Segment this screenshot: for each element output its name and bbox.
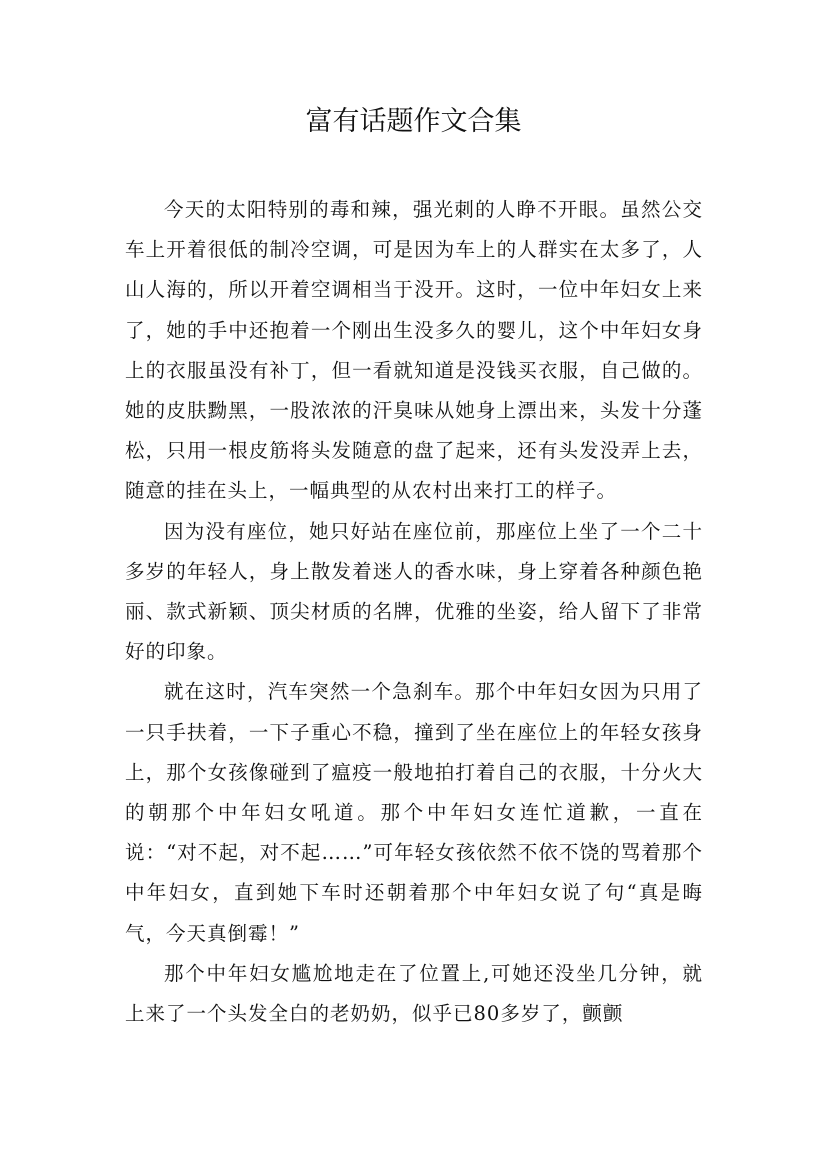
paragraph-1: 今天的太阳特别的毒和辣，强光刺的人睁不开眼。虽然公交车上开着很低的制冷空调，可是因为车上的人群实在太多了，人山人海的，所以开着空调相当于没开。这时，一位中年妇女上来了，她的手中还抱着一个刚出生没多久的婴儿，这个中年妇女身上的衣服虽没有补丁，但一看就知道是没钱买衣服，自己做的。她的皮肤黝黑，一股浓浓的汗臭味从她身上漂出来，头发十分蓬松，只用一根皮筋将头发随意的盘了起来，还有头发没弄上去，随意的挂在头上，一幅典型的从农村出来打工的样子。 [125,198,703,503]
paragraph-3: 就在这时，汽车突然一个急刹车。那个中年妇女因为只用了一只手扶着，一下子重心不稳，撞到了坐在座位上的年轻女孩身上，那个女孩像碰到了瘟疫一般地拍打着自己的衣服，十分火大的朝那个中年妇女吼道。那个中年妇女连忙道歉，一直在说：“对不起，对不起……”可年轻女孩依然不依不饶的骂着那个中年妇女，直到她下车时还朝着那个中年妇女说了句“真是晦气，今天真倒霉！” [125,680,703,945]
paragraph-4: 那个中年妇女尴尬地走在了位置上,可她还没坐几分钟，就上来了一个头发全白的老奶奶，似乎已80多岁了，颤颤 [125,961,703,1026]
document-body [125,190,703,1034]
document-title: 富有话题作文合集 [305,106,522,137]
paragraph-2: 因为没有座位，她只好站在座位前，那座位上坐了一个二十多岁的年轻人，身上散发着迷人的香水味，身上穿着各种颜色艳丽、款式新颖、顶尖材质的名牌，优雅的坐姿，给人留下了非常好的印象。 [125,519,703,664]
